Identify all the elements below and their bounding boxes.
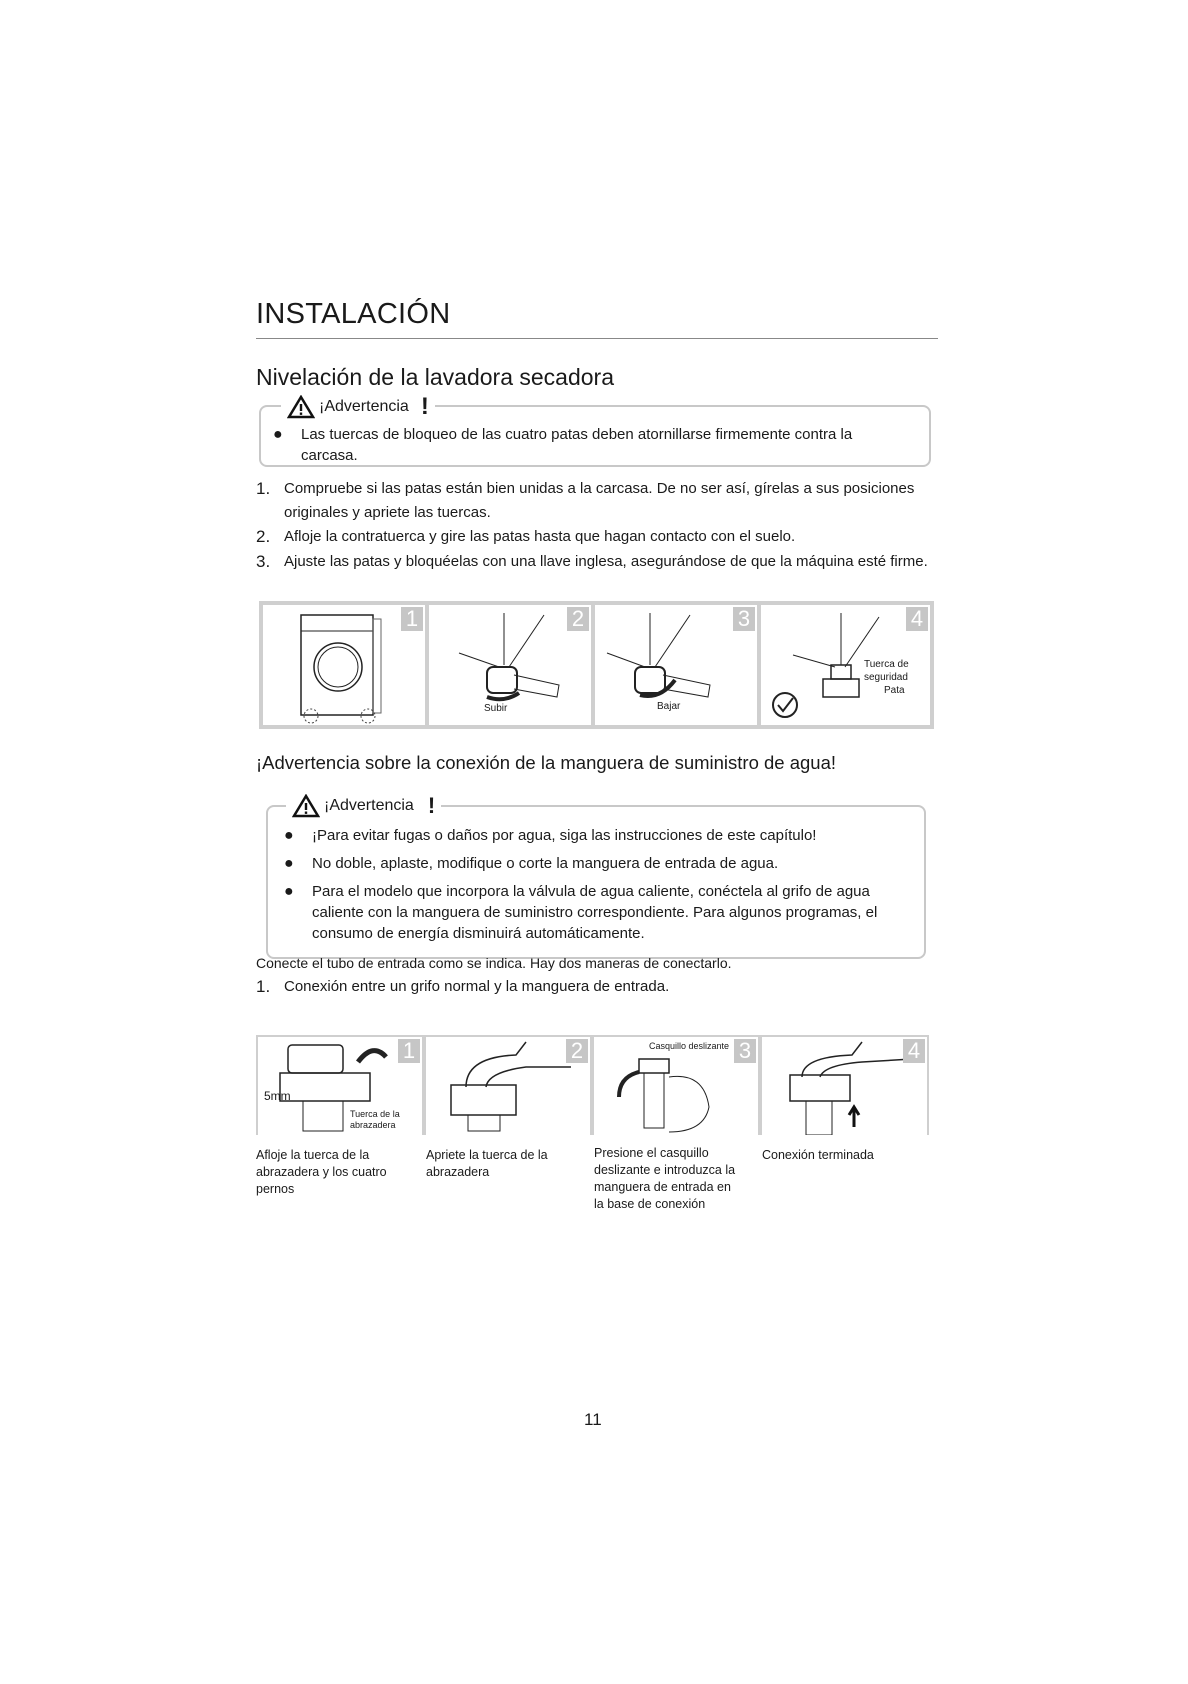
panel-number: 4	[903, 1039, 925, 1063]
gap-label: 5mm	[264, 1089, 291, 1103]
bullet: ●	[284, 855, 294, 872]
warning-item	[284, 825, 922, 846]
step-text: Ajuste las patas y bloquéelas con una llave inglesa, asegurándose de que la máquina esté firme.	[284, 553, 928, 570]
panel-number: 2	[566, 1039, 588, 1063]
step-text: Compruebe si las patas están bien unidas a la carcasa. De no ser así, gírelas a sus posiciones originales y apriete las tuercas.	[284, 480, 915, 521]
warning-label-text: ¡Advertencia	[319, 398, 409, 415]
warning-label-text: ¡Advertencia	[324, 797, 414, 814]
hose-caption-2: Apriete la tuerca de la abrazadera	[426, 1148, 548, 1179]
warning-item	[273, 424, 901, 466]
step-3	[256, 550, 936, 574]
bullet: ●	[284, 883, 294, 900]
step-number: 1.	[256, 977, 271, 996]
hose-panel-1	[258, 1037, 422, 1135]
page-title: INSTALACIÓN	[256, 298, 451, 330]
warning-item-text: ¡Para evitar fugas o daños por agua, siga las instrucciones de este capítulo!	[312, 827, 817, 844]
leveling-panel-2	[429, 605, 591, 725]
hose-caption-1: Afloje la tuerca de la abrazadera y los cuatro pernos	[256, 1148, 387, 1196]
warning-item-text: No doble, aplaste, modifique o corte la manguera de entrada de agua.	[312, 855, 779, 872]
step-text: Conexión entre un grifo normal y la manguera de entrada.	[284, 978, 670, 995]
warning-triangle-icon	[292, 794, 320, 818]
panel-number: 3	[733, 607, 755, 631]
leveling-panel-4	[761, 605, 930, 725]
panel-number: 3	[734, 1039, 756, 1063]
foot-label: Pata	[884, 685, 905, 696]
step-number: 2.	[256, 527, 271, 546]
warning-item-text: Para el modelo que incorpora la válvula de agua caliente, conéctela al grifo de agua caliente con la manguera de suministro correspondiente. Para algunos programas, el consumo de energía disminuirá automáticamente.	[312, 883, 878, 942]
leveling-panel-3	[595, 605, 757, 725]
lower-label: Bajar	[657, 701, 681, 712]
warning-item	[284, 881, 912, 944]
hose-panel-4	[762, 1037, 927, 1135]
warning-item-text: Las tuercas de bloqueo de las cuatro patas deben atornillarse firmemente contra la carcasa.	[301, 426, 853, 464]
hose-caption-4: Conexión terminada	[762, 1148, 874, 1162]
section-title-leveling: Nivelación de la lavadora secadora	[256, 364, 614, 390]
step-number: 3.	[256, 552, 271, 571]
panel-number: 1	[401, 607, 423, 631]
step-1	[256, 477, 936, 525]
raise-label: Subir	[484, 703, 508, 714]
step-2	[256, 525, 936, 549]
warning-exclamation-mark: !	[420, 393, 429, 420]
section-title-hose: ¡Advertencia sobre la conexión de la manguera de suministro de agua!	[256, 752, 837, 773]
check-icon	[773, 693, 797, 717]
panel-number: 1	[398, 1039, 420, 1063]
hose-illustrations	[256, 1035, 929, 1135]
warning-box-leveling	[259, 393, 931, 467]
clamp-nut-label: Tuerca de la	[350, 1109, 400, 1119]
warning-label	[281, 393, 435, 421]
hose-panel-3	[594, 1037, 758, 1135]
lock-nut-label: Tuerca de	[864, 659, 909, 670]
leveling-panel-1	[263, 605, 425, 725]
hose-caption-3: Presione el casquillo deslizante e introduzca la manguera de entrada en la base de conexión	[594, 1146, 736, 1211]
warning-label	[286, 793, 441, 819]
sliding-sleeve-label: Casquillo deslizante	[649, 1041, 730, 1051]
title-divider	[256, 338, 938, 339]
warning-item	[284, 853, 922, 874]
panel-number: 2	[567, 607, 589, 631]
step-number: 1.	[256, 479, 271, 498]
bullet: ●	[284, 827, 294, 844]
lock-nut-label: seguridad	[864, 672, 908, 683]
bullet: ●	[273, 426, 283, 443]
clamp-nut-label: abrazadera	[350, 1120, 396, 1130]
panel-number: 4	[906, 607, 928, 631]
warning-triangle-icon	[287, 395, 315, 419]
warning-box-hose	[266, 793, 926, 959]
page-number: 11	[584, 1410, 602, 1429]
step-text: Afloje la contratuerca y gire las patas hasta que hagan contacto con el suelo.	[284, 528, 796, 545]
hose-intro: Conecte el tubo de entrada como se indica. Hay dos maneras de conectarlo.	[256, 955, 732, 971]
leveling-illustrations	[259, 601, 934, 729]
hose-panel-2	[426, 1037, 590, 1135]
hose-step-1	[256, 975, 936, 999]
warning-exclamation-mark: !	[427, 793, 436, 818]
